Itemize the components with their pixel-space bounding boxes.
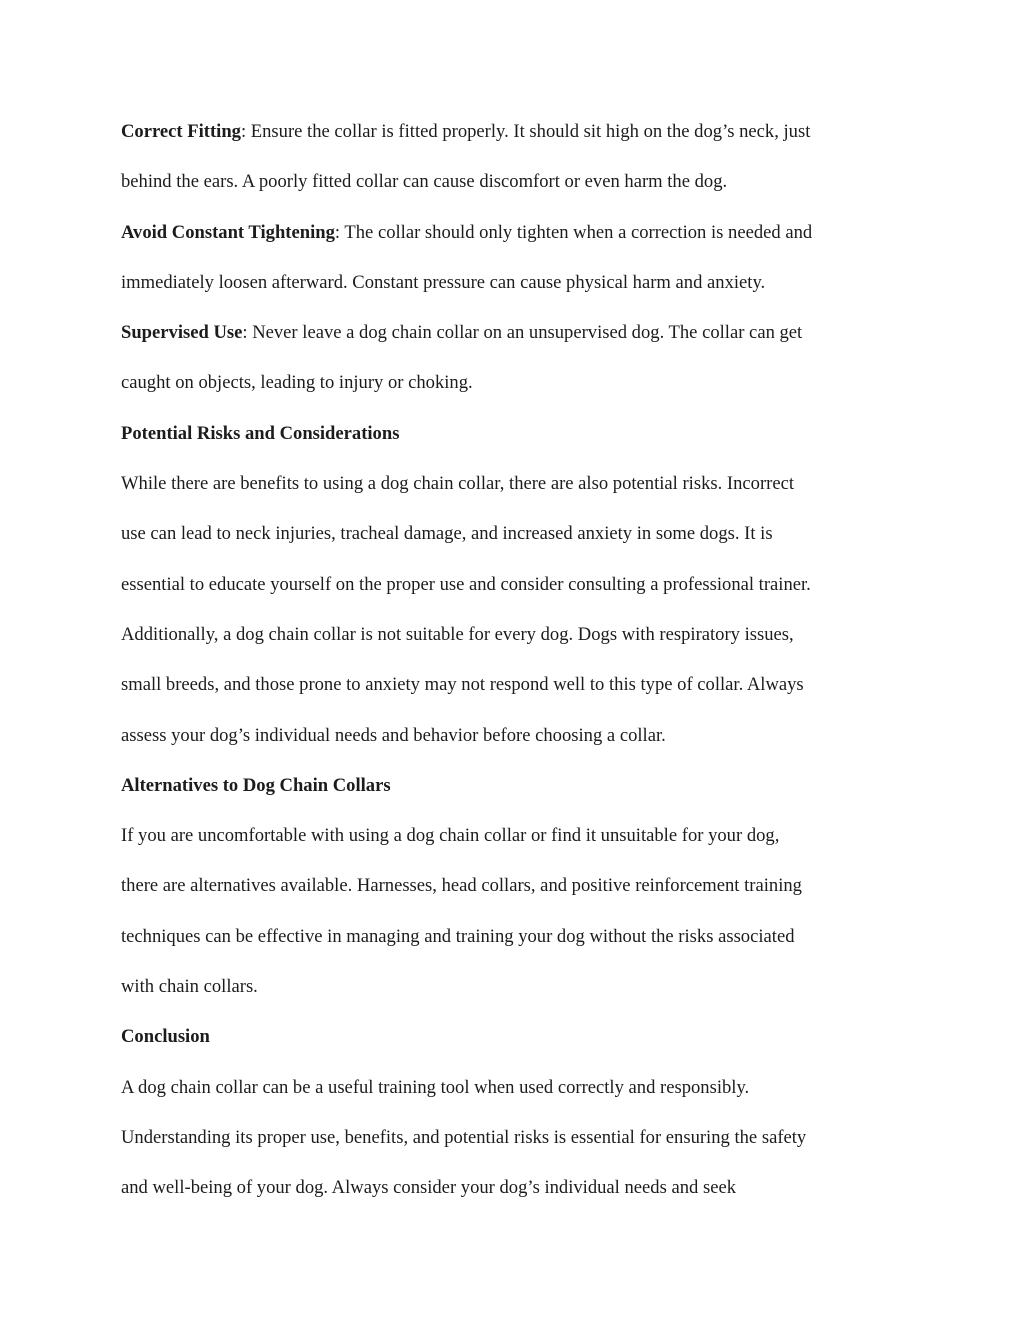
risks-line: small breeds, and those prone to anxiety may not respond well to this type of collar. Always — [121, 674, 804, 696]
tip-term-avoid-tightening: Avoid Constant Tightening — [121, 221, 335, 243]
tip-term-supervised-use: Supervised Use — [121, 322, 243, 344]
tip-correct-fitting-line-2: behind the ears. A poorly fitted collar can cause discomfort or even harm the dog. — [121, 171, 728, 193]
conclusion-line: and well-being of your dog. Always consider your dog’s individual needs and seek — [121, 1177, 737, 1199]
tip-supervised-use-line-2: caught on objects, leading to injury or choking. — [121, 372, 473, 394]
conclusion-line: A dog chain collar can be a useful training tool when used correctly and responsibly. — [121, 1076, 750, 1098]
tip-avoid-tightening-line-2: immediately loosen afterward. Constant pressure can cause physical harm and anxiety. — [121, 271, 766, 293]
tip-supervised-use-line-1 — [121, 308, 881, 358]
alternatives-line: there are alternatives available. Harnesses, head collars, and positive reinforcement training — [121, 875, 802, 897]
alternatives-line: If you are uncomfortable with using a dog chain collar or find it unsuitable for your dog, — [121, 825, 780, 847]
tip-term-correct-fitting: Correct Fitting — [121, 121, 241, 142]
risks-line: While there are benefits to using a dog chain collar, there are also potential risks. Incorrect — [121, 473, 795, 495]
risks-line: assess your dog’s individual needs and behavior before choosing a collar. — [121, 724, 666, 746]
tip-correct-fitting-line-1 — [121, 107, 881, 157]
tip-text: : Ensure the collar is fitted properly. It should sit high on the dog’s neck, just — [240, 121, 811, 142]
alternatives-line: techniques can be effective in managing and training your dog without the risks associated — [121, 925, 795, 947]
tip-text: : The collar should only tighten when a correction is needed and — [334, 221, 813, 243]
alternatives-line: with chain collars. — [121, 976, 258, 998]
risks-line: essential to educate yourself on the proper use and consider consulting a professional trainer. — [121, 573, 811, 595]
conclusion-line: Understanding its proper use, benefits, and potential risks is essential for ensuring the safety — [121, 1126, 807, 1148]
document-page — [121, 107, 881, 1214]
tip-avoid-tightening-line-1 — [121, 208, 881, 258]
section-heading-alternatives: Alternatives to Dog Chain Collars — [121, 774, 391, 796]
tip-text: : Never leave a dog chain collar on an unsupervised dog. The collar can get — [242, 322, 803, 344]
risks-line: use can lead to neck injuries, tracheal damage, and increased anxiety in some dogs. It is — [121, 523, 773, 545]
risks-line: Additionally, a dog chain collar is not suitable for every dog. Dogs with respiratory issues, — [121, 623, 794, 645]
section-heading-conclusion: Conclusion — [121, 1026, 210, 1048]
section-heading-risks: Potential Risks and Considerations — [121, 422, 400, 444]
